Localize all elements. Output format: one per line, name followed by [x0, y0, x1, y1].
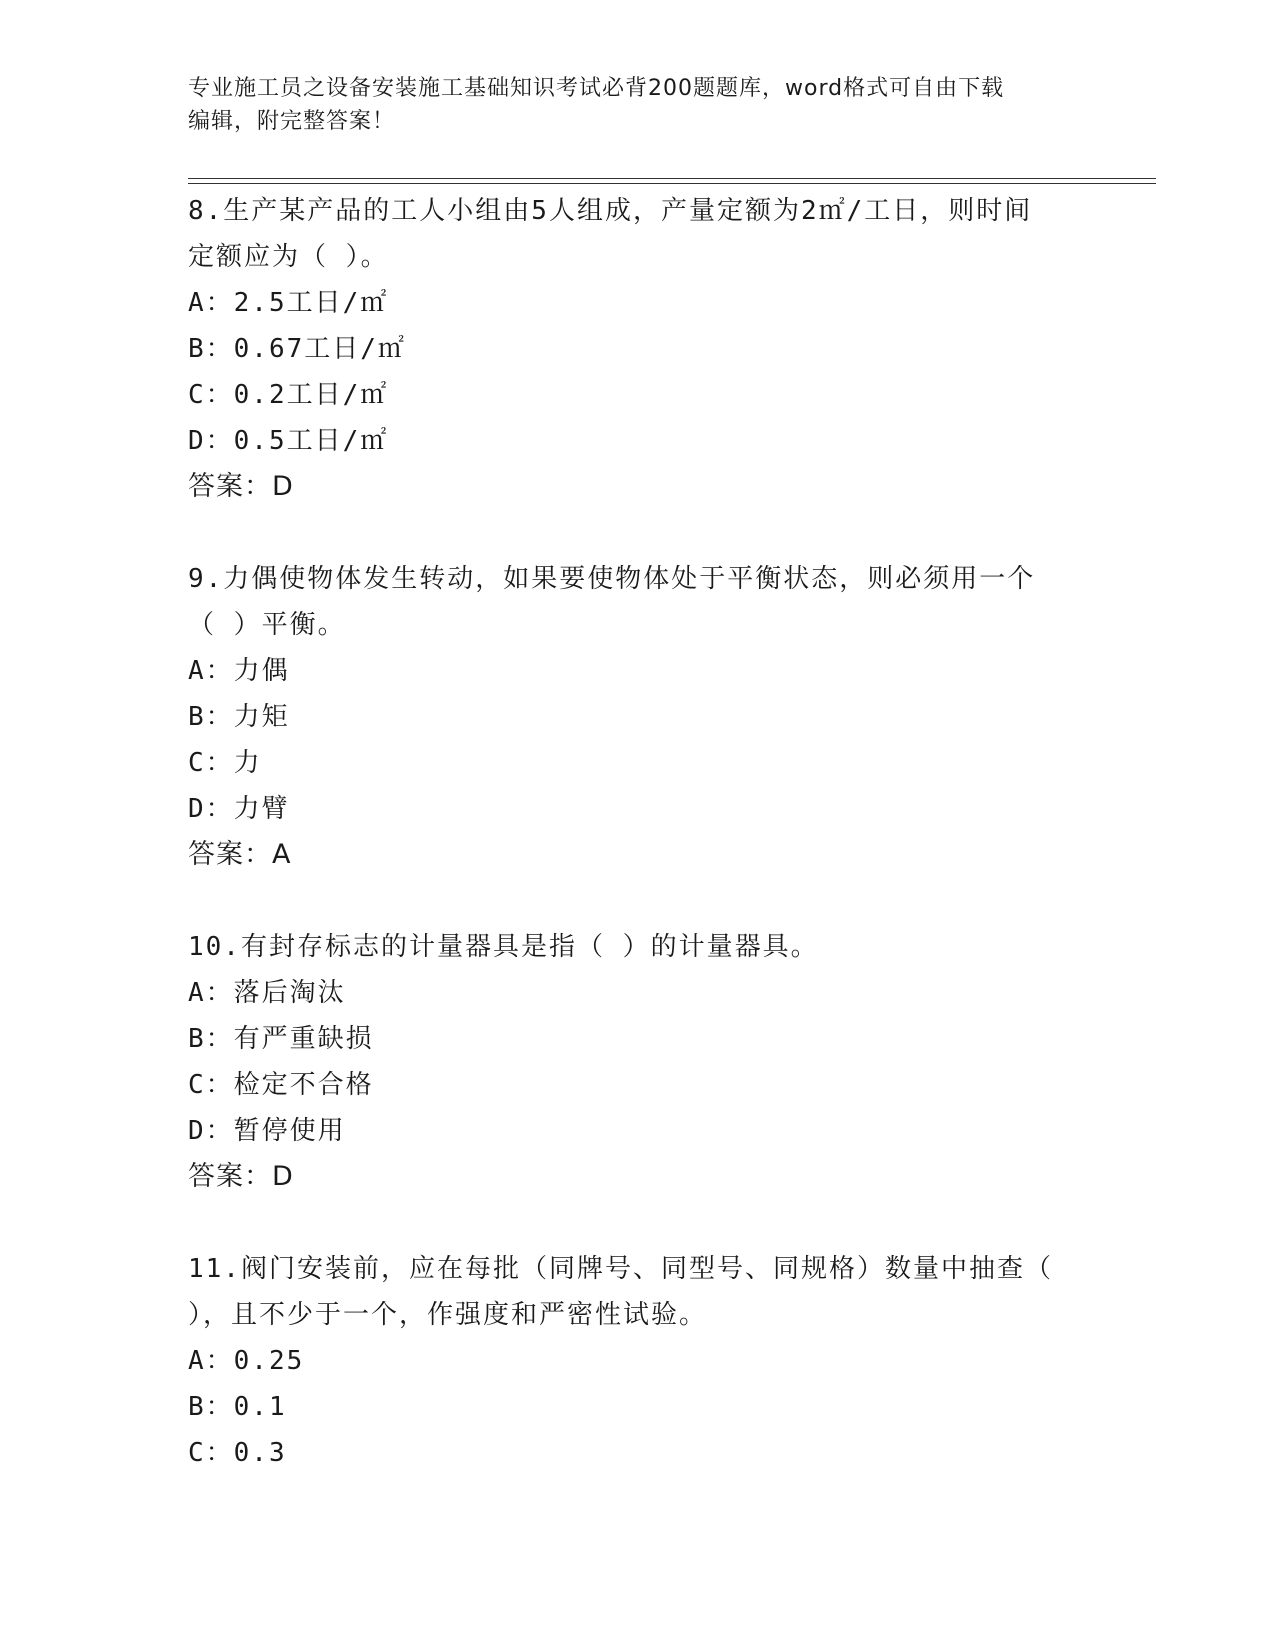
- question-stem: 8.生产某产品的工人小组由5人组成，产量定额为2㎡/工日，则时间: [188, 196, 1033, 226]
- option-b: B：力矩: [188, 702, 290, 732]
- question-9: [188, 556, 1088, 878]
- option-c: C：0.2工日/㎡: [188, 380, 389, 410]
- question-stem: 11.阀门安装前，应在每批（同牌号、同型号、同规格）数量中抽查（: [188, 1254, 1053, 1284]
- answer-key: 答案：D: [188, 471, 294, 502]
- option-c: C：力: [188, 748, 262, 778]
- question-stem-continued: 定额应为（ ）。: [188, 242, 389, 272]
- header-title-line-1: 专业施工员之设备安装施工基础知识考试必背200题题库，word格式可自由下载: [188, 76, 1005, 101]
- option-a: A：落后淘汰: [188, 978, 346, 1008]
- header-divider-top: [188, 178, 1156, 179]
- option-b: B：0.1: [188, 1392, 287, 1422]
- question-stem: 10.有封存标志的计量器具是指（ ）的计量器具。: [188, 932, 819, 962]
- option-c: C：检定不合格: [188, 1070, 374, 1100]
- answer-key: 答案：D: [188, 1161, 294, 1192]
- header-title-line-2: 编辑，附完整答案！: [188, 109, 396, 134]
- option-c: C：0.3: [188, 1438, 287, 1468]
- question-stem: 9.力偶使物体发生转动，如果要使物体处于平衡状态，则必须用一个: [188, 564, 1036, 594]
- option-d: D：力臂: [188, 794, 290, 824]
- question-stem-continued: （ ）平衡。: [188, 610, 346, 640]
- option-a: A：2.5工日/㎡: [188, 288, 389, 318]
- question-8: [188, 188, 1088, 510]
- option-a: A：力偶: [188, 656, 290, 686]
- header-divider-bottom: [188, 183, 1156, 184]
- question-stem-continued: ），且不少于一个，作强度和严密性试验。: [188, 1300, 708, 1330]
- option-d: D：暂停使用: [188, 1116, 346, 1146]
- option-b: B：0.67工日/㎡: [188, 334, 406, 364]
- question-11: [188, 1246, 1088, 1476]
- option-d: D：0.5工日/㎡: [188, 426, 389, 456]
- answer-key: 答案：A: [188, 839, 292, 870]
- option-b: B：有严重缺损: [188, 1024, 374, 1054]
- option-a: A：0.25: [188, 1346, 305, 1376]
- question-10: [188, 924, 1088, 1200]
- document-header: [188, 72, 1088, 138]
